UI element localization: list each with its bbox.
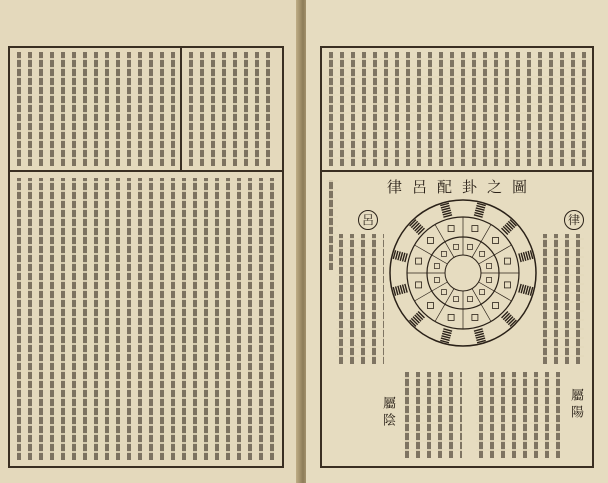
hexagram-bar: [442, 333, 451, 335]
inner-band-glyph: [480, 290, 485, 295]
lu-lv-hexagram-diagram: [388, 198, 538, 348]
diagram-spoke: [479, 245, 512, 264]
hexagram-bar: [526, 252, 528, 261]
left-upper-text-block-2: [186, 52, 276, 166]
left-margin-notes: [326, 180, 338, 270]
hexagram-bar: [405, 284, 407, 293]
diagram-spoke: [479, 282, 512, 301]
left-top-rule: [8, 170, 282, 172]
inner-band-glyph: [434, 277, 439, 282]
hexagram-bar: [476, 336, 485, 338]
hexagram-bar: [505, 225, 511, 231]
inner-band-glyph: [441, 290, 446, 295]
center-ring: [445, 255, 481, 291]
hexagram-bar: [405, 253, 407, 262]
hexagram-bar: [474, 329, 483, 331]
hexagram-bar: [415, 225, 421, 231]
hexagram-bar: [528, 251, 530, 260]
hexagram-bar: [523, 285, 525, 294]
hexagram-bar: [396, 286, 398, 295]
yin-label: 屬陰: [380, 396, 395, 430]
diagram-title: 律呂配卦之圖: [386, 178, 537, 196]
middle-band-glyph: [504, 258, 510, 264]
hexagram-bar: [443, 329, 452, 331]
hexagram-bar: [443, 215, 452, 217]
hexagram-bar: [519, 253, 521, 262]
hexagram-bar: [415, 315, 421, 321]
middle-band-glyph: [472, 314, 478, 320]
hexagram-bar: [398, 252, 400, 261]
middle-band-glyph: [416, 258, 422, 264]
hexagram-bar: [507, 317, 513, 323]
hexagram-bar: [442, 336, 451, 338]
hexagram-bar: [475, 213, 484, 215]
middle-band-glyph: [427, 237, 433, 243]
hexagram-bar: [523, 252, 525, 261]
inner-band-glyph: [467, 297, 472, 302]
inner-band-glyph: [487, 277, 492, 282]
middle-band-glyph: [416, 282, 422, 288]
middle-band-glyph: [472, 226, 478, 232]
hexagram-bar: [476, 338, 485, 340]
yang-notes: [476, 372, 560, 458]
left-upper-text-block: [14, 52, 176, 166]
hexagram-bar: [519, 284, 521, 293]
hexagram-bar: [413, 223, 419, 229]
diagram-spoke: [472, 225, 491, 258]
hexagram-bar: [443, 331, 452, 333]
hexagram-bar: [403, 253, 405, 262]
diagram-spoke: [435, 289, 454, 322]
hexagram-bar: [521, 285, 523, 294]
diagram-spoke: [415, 245, 448, 264]
left-top-divider: [180, 48, 182, 170]
inner-band-glyph: [454, 297, 459, 302]
hexagram-bar: [508, 221, 514, 227]
hexagram-bar: [505, 315, 511, 321]
left-lower-text-block: [14, 178, 276, 460]
inner-band-glyph: [467, 244, 472, 249]
middle-band-glyph: [448, 314, 454, 320]
hexagram-bar: [411, 221, 417, 227]
inner-band-glyph: [454, 244, 459, 249]
hexagram-bar: [475, 331, 484, 333]
hexagram-bar: [400, 285, 402, 294]
inner-band-glyph: [487, 264, 492, 269]
lu-marker: 律: [564, 210, 584, 230]
hexagram-bar: [476, 206, 485, 208]
right-upper-text-block: [326, 52, 586, 166]
hexagram-bar: [396, 251, 398, 260]
hexagram-bar: [503, 226, 509, 232]
lv-notes: [336, 234, 384, 364]
middle-band-glyph: [493, 303, 499, 309]
inner-band-glyph: [441, 251, 446, 256]
lv-marker: 呂: [358, 210, 378, 230]
middle-band-glyph: [493, 237, 499, 243]
yang-label: 屬陽: [568, 388, 583, 422]
hexagram-bar: [526, 286, 528, 295]
hexagram-bar: [508, 318, 514, 324]
hexagram-bar: [475, 333, 484, 335]
inner-band-glyph: [434, 264, 439, 269]
hexagram-bar: [475, 210, 484, 212]
hexagram-bar: [507, 223, 513, 229]
yin-notes: [402, 372, 462, 458]
hexagram-bar: [503, 313, 509, 319]
hexagram-bar: [442, 210, 451, 212]
hexagram-bar: [400, 252, 402, 261]
hexagram-bar: [528, 286, 530, 295]
diagram-spoke: [415, 282, 448, 301]
hexagram-bar: [443, 213, 452, 215]
hexagram-bar: [521, 253, 523, 262]
hexagram-bar: [411, 318, 417, 324]
inner-band-glyph: [480, 251, 485, 256]
hexagram-bar: [441, 206, 450, 208]
middle-band-glyph: [504, 282, 510, 288]
hexagram-bar: [403, 285, 405, 294]
diagram-spoke: [472, 289, 491, 322]
middle-band-glyph: [427, 303, 433, 309]
diagram-spoke: [435, 225, 454, 258]
hexagram-bar: [476, 208, 485, 210]
hexagram-bar: [474, 215, 483, 217]
hexagram-bar: [441, 338, 450, 340]
hexagram-bar: [416, 226, 422, 232]
hexagram-bar: [413, 317, 419, 323]
hexagram-bar: [416, 313, 422, 319]
hexagram-bar: [442, 208, 451, 210]
right-top-rule: [320, 170, 592, 172]
lu-notes: [540, 234, 584, 364]
middle-band-glyph: [448, 226, 454, 232]
hexagram-bar: [398, 286, 400, 295]
